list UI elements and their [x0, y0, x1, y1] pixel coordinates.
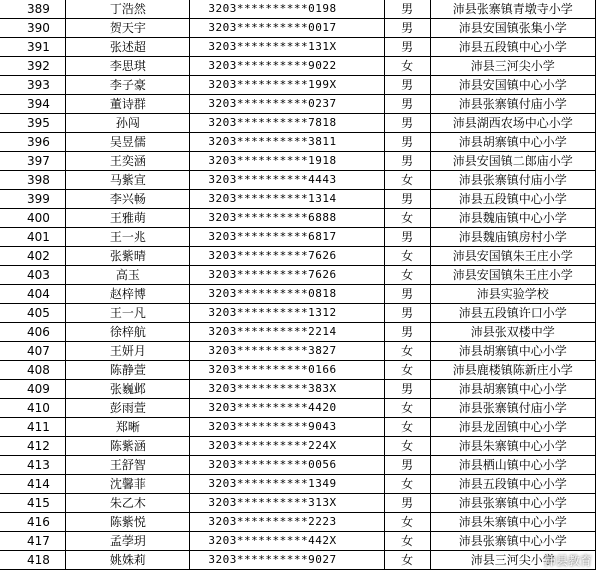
table-row [0, 475, 596, 494]
school-cell: 沛县鹿楼镇陈新庄小学 [430, 361, 595, 380]
school-cell: 沛县安国镇中心小学 [430, 76, 595, 95]
table-row [0, 399, 596, 418]
school-cell: 沛县胡寨镇中心小学 [430, 133, 595, 152]
gender-cell: 女 [384, 361, 430, 380]
student-name-cell: 沈馨菲 [66, 475, 190, 494]
row-number-cell: 392 [0, 57, 66, 76]
table-row [0, 133, 596, 152]
student-name-cell: 李子豪 [66, 76, 190, 95]
student-name-cell: 王妍月 [66, 342, 190, 361]
row-number-cell: 398 [0, 171, 66, 190]
school-cell: 沛县张寨镇中心小学 [430, 494, 595, 513]
id-number-cell: 3203**********383X [190, 380, 384, 399]
table-row [0, 456, 596, 475]
gender-cell: 女 [384, 209, 430, 228]
row-number-cell: 412 [0, 437, 66, 456]
row-number-cell: 393 [0, 76, 66, 95]
table-row [0, 361, 596, 380]
row-number-cell: 409 [0, 380, 66, 399]
school-cell: 沛县三河尖小学 [430, 551, 595, 570]
id-number-cell: 3203**********3827 [190, 342, 384, 361]
id-number-cell: 3203**********7626 [190, 247, 384, 266]
school-cell: 沛县栖山镇中心小学 [430, 456, 595, 475]
gender-cell: 男 [384, 304, 430, 323]
table-row [0, 171, 596, 190]
student-name-cell: 陈静萱 [66, 361, 190, 380]
table-row [0, 209, 596, 228]
id-number-cell: 3203**********1314 [190, 190, 384, 209]
table-row [0, 38, 596, 57]
gender-cell: 男 [384, 456, 430, 475]
id-number-cell: 3203**********1349 [190, 475, 384, 494]
school-cell: 沛县三河尖小学 [430, 57, 595, 76]
table-row [0, 380, 596, 399]
row-number-cell: 397 [0, 152, 66, 171]
id-number-cell: 3203**********0198 [190, 0, 384, 19]
row-number-cell: 394 [0, 95, 66, 114]
id-number-cell: 3203**********4443 [190, 171, 384, 190]
table-row [0, 76, 596, 95]
student-name-cell: 吴昱儒 [66, 133, 190, 152]
gender-cell: 女 [384, 418, 430, 437]
gender-cell: 男 [384, 285, 430, 304]
id-number-cell: 3203**********131X [190, 38, 384, 57]
id-number-cell: 3203**********4420 [190, 399, 384, 418]
id-number-cell: 3203**********7818 [190, 114, 384, 133]
school-cell: 沛县朱寨镇中心小学 [430, 437, 595, 456]
table-row [0, 19, 596, 38]
row-number-cell: 416 [0, 513, 66, 532]
student-name-cell: 王奕涵 [66, 152, 190, 171]
student-name-cell: 王舒智 [66, 456, 190, 475]
student-name-cell: 郑晰 [66, 418, 190, 437]
id-number-cell: 3203**********9027 [190, 551, 384, 570]
row-number-cell: 403 [0, 266, 66, 285]
table-row [0, 152, 596, 171]
gender-cell: 女 [384, 171, 430, 190]
school-cell: 沛县张寨镇青墩寺小学 [430, 0, 595, 19]
school-cell: 沛县张寨镇中心小学 [430, 532, 595, 551]
row-number-cell: 405 [0, 304, 66, 323]
id-number-cell: 3203**********0166 [190, 361, 384, 380]
gender-cell: 男 [384, 323, 430, 342]
row-number-cell: 404 [0, 285, 66, 304]
student-name-cell: 朱乙木 [66, 494, 190, 513]
student-name-cell: 彭雨萱 [66, 399, 190, 418]
gender-cell: 男 [384, 0, 430, 19]
id-number-cell: 3203**********7626 [190, 266, 384, 285]
table-row [0, 513, 596, 532]
table-row [0, 57, 596, 76]
student-name-cell: 赵梓博 [66, 285, 190, 304]
school-cell: 沛县实验学校 [430, 285, 595, 304]
row-number-cell: 390 [0, 19, 66, 38]
id-number-cell: 3203**********9043 [190, 418, 384, 437]
student-name-cell: 丁浩然 [66, 0, 190, 19]
row-number-cell: 413 [0, 456, 66, 475]
student-name-cell: 王雅萌 [66, 209, 190, 228]
row-number-cell: 391 [0, 38, 66, 57]
id-number-cell: 3203**********199X [190, 76, 384, 95]
student-name-cell: 张紫晴 [66, 247, 190, 266]
gender-cell: 男 [384, 95, 430, 114]
school-cell: 沛县张寨镇付庙小学 [430, 95, 595, 114]
table-row [0, 0, 596, 19]
gender-cell: 女 [384, 475, 430, 494]
id-number-cell: 3203**********0017 [190, 19, 384, 38]
id-number-cell: 3203**********442X [190, 532, 384, 551]
table-row [0, 532, 596, 551]
school-cell: 沛县龙固镇中心小学 [430, 418, 595, 437]
gender-cell: 男 [384, 38, 430, 57]
table-row [0, 304, 596, 323]
table-row [0, 190, 596, 209]
gender-cell: 男 [384, 133, 430, 152]
gender-cell: 男 [384, 190, 430, 209]
id-number-cell: 3203**********224X [190, 437, 384, 456]
table-row [0, 114, 596, 133]
gender-cell: 男 [384, 19, 430, 38]
row-number-cell: 418 [0, 551, 66, 570]
school-cell: 沛县五段镇中心小学 [430, 38, 595, 57]
row-number-cell: 414 [0, 475, 66, 494]
id-number-cell: 3203**********313X [190, 494, 384, 513]
watermark-text: 沛县教育 [543, 554, 592, 568]
school-cell: 沛县胡寨镇中心小学 [430, 342, 595, 361]
row-number-cell: 410 [0, 399, 66, 418]
table-row [0, 285, 596, 304]
school-cell: 沛县张寨镇付庙小学 [430, 399, 595, 418]
student-name-cell: 孟荸玥 [66, 532, 190, 551]
student-name-cell: 李兴畅 [66, 190, 190, 209]
gender-cell: 女 [384, 532, 430, 551]
school-cell: 沛县张双楼中学 [430, 323, 595, 342]
table-row [0, 266, 596, 285]
row-number-cell: 408 [0, 361, 66, 380]
id-number-cell: 3203**********6888 [190, 209, 384, 228]
gender-cell: 女 [384, 399, 430, 418]
school-cell: 沛县朱寨镇中心小学 [430, 513, 595, 532]
school-cell: 沛县安国镇朱王庄小学 [430, 266, 595, 285]
gender-cell: 男 [384, 76, 430, 95]
student-name-cell: 张巍邺 [66, 380, 190, 399]
table-row [0, 437, 596, 456]
gender-cell: 男 [384, 380, 430, 399]
student-name-cell: 陈紫涵 [66, 437, 190, 456]
gender-cell: 女 [384, 513, 430, 532]
school-cell: 沛县魏庙镇房村小学 [430, 228, 595, 247]
row-number-cell: 396 [0, 133, 66, 152]
table-row [0, 247, 596, 266]
student-name-cell: 孙闯 [66, 114, 190, 133]
school-cell: 沛县五段镇许口小学 [430, 304, 595, 323]
gender-cell: 男 [384, 228, 430, 247]
table-row [0, 418, 596, 437]
row-number-cell: 417 [0, 532, 66, 551]
table-row [0, 95, 596, 114]
row-number-cell: 395 [0, 114, 66, 133]
id-number-cell: 3203**********0237 [190, 95, 384, 114]
gender-cell: 女 [384, 551, 430, 570]
id-number-cell: 3203**********3811 [190, 133, 384, 152]
table-row [0, 228, 596, 247]
student-name-cell: 马紫宣 [66, 171, 190, 190]
gender-cell: 女 [384, 57, 430, 76]
id-number-cell: 3203**********2223 [190, 513, 384, 532]
school-cell: 沛县湖西农场中心小学 [430, 114, 595, 133]
row-number-cell: 389 [0, 0, 66, 19]
student-name-cell: 陈紫悦 [66, 513, 190, 532]
id-number-cell: 3203**********0818 [190, 285, 384, 304]
gender-cell: 男 [384, 114, 430, 133]
id-number-cell: 3203**********0056 [190, 456, 384, 475]
school-cell: 沛县五段镇中心小学 [430, 190, 595, 209]
gender-cell: 女 [384, 266, 430, 285]
id-number-cell: 3203**********1918 [190, 152, 384, 171]
student-name-cell: 王一兆 [66, 228, 190, 247]
student-name-cell: 姚姝莉 [66, 551, 190, 570]
student-name-cell: 张述超 [66, 38, 190, 57]
table-row [0, 551, 596, 570]
id-number-cell: 3203**********2214 [190, 323, 384, 342]
gender-cell: 男 [384, 152, 430, 171]
row-number-cell: 402 [0, 247, 66, 266]
gender-cell: 男 [384, 494, 430, 513]
id-number-cell: 3203**********9022 [190, 57, 384, 76]
row-number-cell: 411 [0, 418, 66, 437]
gender-cell: 女 [384, 437, 430, 456]
school-cell: 沛县魏庙镇中心小学 [430, 209, 595, 228]
id-number-cell: 3203**********6817 [190, 228, 384, 247]
row-number-cell: 399 [0, 190, 66, 209]
table-row [0, 494, 596, 513]
student-name-cell: 徐梓航 [66, 323, 190, 342]
student-name-cell: 李思琪 [66, 57, 190, 76]
school-cell: 沛县张寨镇付庙小学 [430, 171, 595, 190]
row-number-cell: 406 [0, 323, 66, 342]
row-number-cell: 415 [0, 494, 66, 513]
id-number-cell: 3203**********1312 [190, 304, 384, 323]
school-cell: 沛县胡寨镇中心小学 [430, 380, 595, 399]
gender-cell: 女 [384, 247, 430, 266]
school-cell: 沛县安国镇二郎庙小学 [430, 152, 595, 171]
student-name-cell: 高玉 [66, 266, 190, 285]
school-cell: 沛县五段镇中心小学 [430, 475, 595, 494]
student-name-cell: 贺天宇 [66, 19, 190, 38]
table-row [0, 323, 596, 342]
student-name-cell: 董诗群 [66, 95, 190, 114]
row-number-cell: 407 [0, 342, 66, 361]
row-number-cell: 400 [0, 209, 66, 228]
school-cell: 沛县安国镇张集小学 [430, 19, 595, 38]
row-number-cell: 401 [0, 228, 66, 247]
table-row [0, 342, 596, 361]
school-cell: 沛县安国镇朱王庄小学 [430, 247, 595, 266]
gender-cell: 女 [384, 342, 430, 361]
student-name-cell: 王一凡 [66, 304, 190, 323]
